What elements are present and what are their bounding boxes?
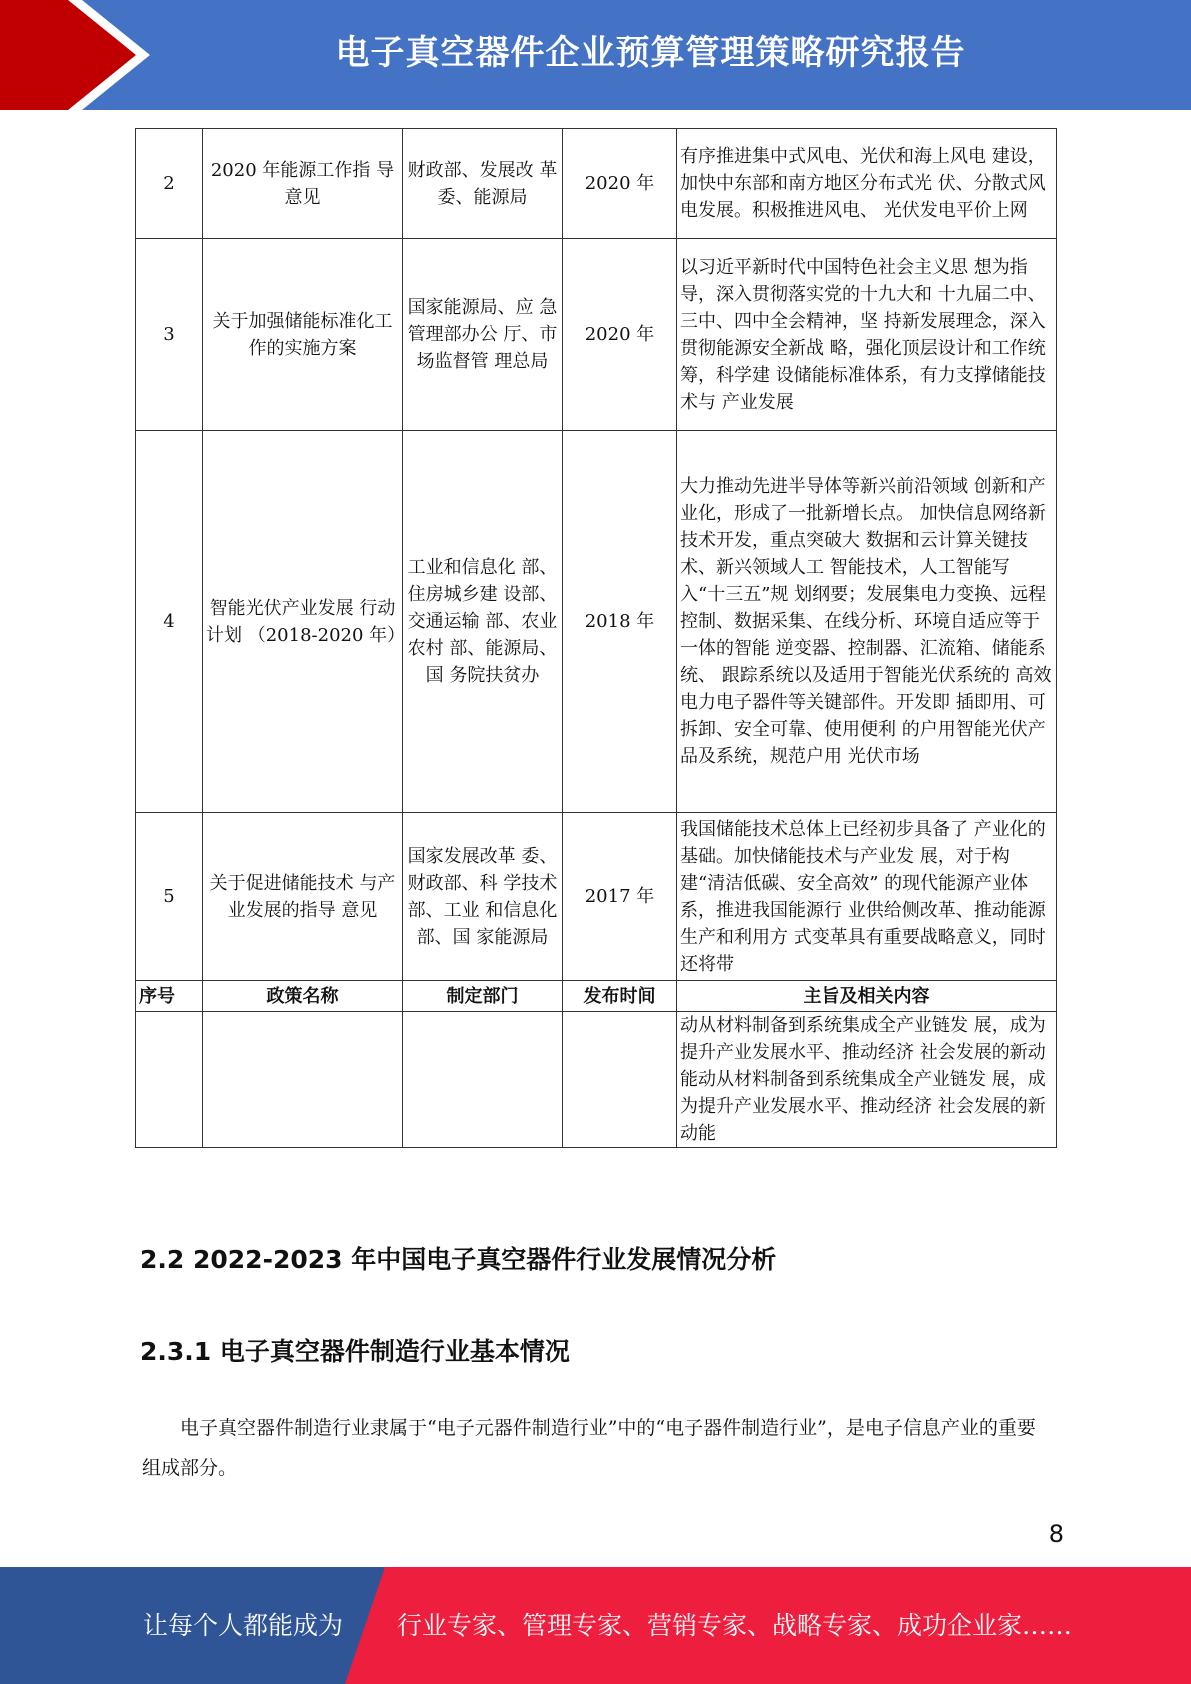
- header-banner: [0, 0, 1191, 110]
- cell-policy-name: [203, 1012, 403, 1148]
- header-no: 序号: [136, 981, 203, 1012]
- cell-department: 财政部、发展改 革委、能源局: [403, 129, 563, 239]
- cell-department: 工业和信息化 部、住房城乡建 设部、交通运输 部、农业农村 部、能源局、国 务院扶贫办: [403, 431, 563, 813]
- report-title: 电子真空器件企业预算管理策略研究报告: [335, 33, 966, 73]
- table-row: [136, 1012, 1057, 1148]
- cell-department: 国家发展改革 委、财政部、科 学技术部、工业 和信息化部、国 家能源局: [403, 813, 563, 981]
- body-paragraph: 电子真空器件制造行业隶属于“电子元器件制造行业”中的“电子器件制造行业”，是电子信息产业的重要组成部分。: [142, 1417, 1036, 1479]
- chevron-arrow-icon: [0, 0, 136, 110]
- cell-content: 以习近平新时代中国特色社会主义思 想为指导，深入贯彻落实党的十九大和 十九届二中、三中、四中全会精神，坚 持新发展理念，深入贯彻能源安全新战 略，强化顶层设计和工作统筹，科学建 设储能标准体系，有力支撑储能技术与 产业发展: [677, 239, 1057, 431]
- cell-content: 动从材料制备到系统集成全产业链发 展，成为提升产业发展水平、推动经济 社会发展的新动能动从材料制备到系统集成全产业链发 展，成为提升产业发展水平、推动经济 社会发展的新动能: [677, 1012, 1057, 1148]
- table-row: [136, 129, 1057, 239]
- table-row: [136, 431, 1057, 813]
- header-date: 发布时间: [563, 981, 677, 1012]
- cell-no: 4: [136, 431, 203, 813]
- policy-table: [135, 128, 1057, 1148]
- cell-department: [403, 1012, 563, 1148]
- page-number: 8: [1048, 1520, 1064, 1548]
- cell-no: 2: [136, 129, 203, 239]
- cell-no: 3: [136, 239, 203, 431]
- table-header-row: [136, 981, 1057, 1012]
- section-heading-2-3-1: 2.3.1 电子真空器件制造行业基本情况: [140, 1337, 570, 1366]
- cell-date: [563, 1012, 677, 1148]
- cell-date: 2020 年: [563, 239, 677, 431]
- table-row: [136, 239, 1057, 431]
- cell-policy-name: 关于加强储能标准化工作的实施方案: [203, 239, 403, 431]
- cell-policy-name: 2020 年能源工作指 导意见: [203, 129, 403, 239]
- cell-date: 2018 年: [563, 431, 677, 813]
- footer-slogan-left: 让每个人都能成为: [143, 1611, 344, 1640]
- table-row: [136, 813, 1057, 981]
- cell-content: 大力推动先进半导体等新兴前沿领域 创新和产业化，形成了一批新增长点。 加快信息网络新技术开发，重点突破大 数据和云计算关键技术、新兴领域人工 智能技术，人工智能写入“十三五”规 划纲要；发展集电力变换、远程控制、数据采集、在线分析、环境自适应等于一体的智能 逆变器、控制器、汇流箱、储能系统、 跟踪系统以及适用于智能光伏系统的 高效电力电子器件等关键部件。开发即 插即用、可拆卸、安全可靠、使用便利 的户用智能光伏产品及系统，规范户用 光伏市场: [677, 431, 1057, 813]
- cell-date: 2017 年: [563, 813, 677, 981]
- cell-policy-name: 关于促进储能技术 与产业发展的指导 意见: [203, 813, 403, 981]
- header-content: 主旨及相关内容: [677, 981, 1057, 1012]
- header-department: 制定部门: [403, 981, 563, 1012]
- cell-policy-name: 智能光伏产业发展 行动计划 （2018-2020 年）: [203, 431, 403, 813]
- cell-no: 5: [136, 813, 203, 981]
- footer-slogan-right: 行业专家、管理专家、营销专家、战略专家、成功企业家……: [397, 1611, 1073, 1640]
- cell-no: [136, 1012, 203, 1148]
- section-heading-2-2: 2.2 2022-2023 年中国电子真空器件行业发展情况分析: [140, 1245, 777, 1274]
- header-policy-name: 政策名称: [203, 981, 403, 1012]
- cell-department: 国家能源局、应 急管理部办公 厅、市场监督管 理总局: [403, 239, 563, 431]
- cell-date: 2020 年: [563, 129, 677, 239]
- cell-content: 我国储能技术总体上已经初步具备了 产业化的基础。加快储能技术与产业发 展，对于构建“清洁低碳、安全高效” 的现代能源产业体系，推进我国能源行 业供给侧改革、推动能源生产和利用方 式变革具有重要战略意义，同时还将带: [677, 813, 1057, 981]
- footer-banner: [0, 1567, 1191, 1684]
- cell-content: 有序推进集中式风电、光伏和海上风电 建设，加快中东部和南方地区分布式光 伏、分散式风电发展。积极推进风电、 光伏发电平价上网: [677, 129, 1057, 239]
